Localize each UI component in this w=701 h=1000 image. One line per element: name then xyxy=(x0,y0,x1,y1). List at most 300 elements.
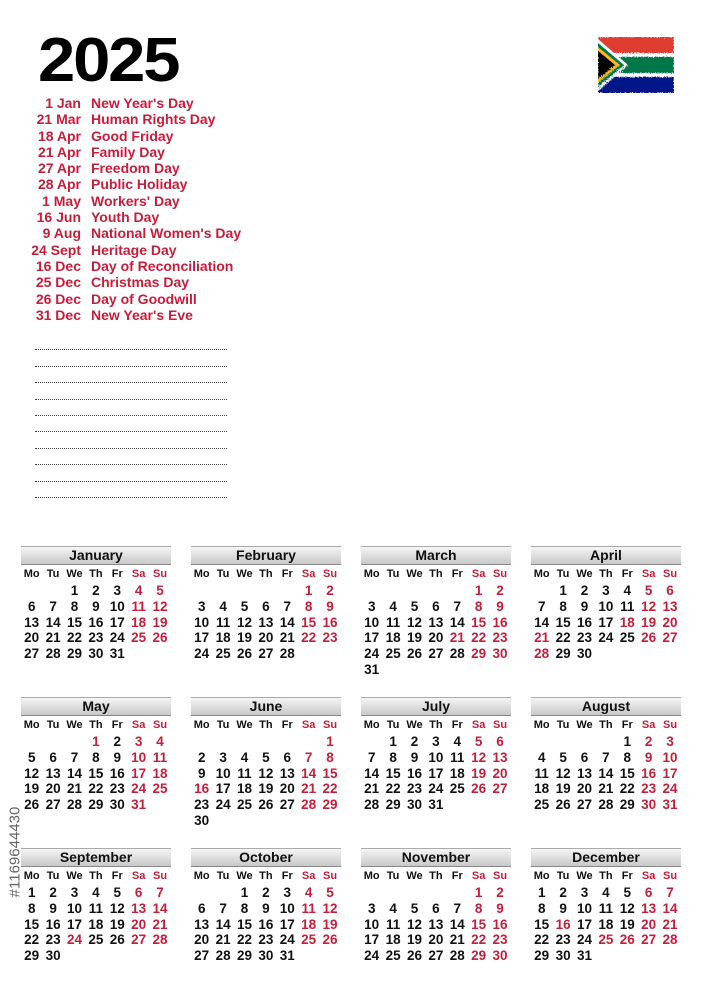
day-cell: 9 xyxy=(326,598,334,614)
week-row xyxy=(531,734,681,750)
day-cell: 6 xyxy=(134,885,143,900)
empty-cell xyxy=(447,583,468,599)
day-cell: 9 xyxy=(580,598,589,614)
day-cell: 31 xyxy=(576,948,592,964)
weekday-label: Mo xyxy=(363,719,380,731)
empty-cell xyxy=(42,583,63,599)
day-cell: 25 xyxy=(88,932,104,948)
empty-cell xyxy=(234,734,255,750)
weekday-label: Th xyxy=(89,568,103,580)
day-cell: 5 xyxy=(240,598,249,614)
day-cell: 15 xyxy=(24,916,40,932)
day-cell: 1 xyxy=(304,583,313,598)
day-cell: 10 xyxy=(66,900,82,916)
day-cell: 7 xyxy=(156,885,164,900)
week-row xyxy=(361,750,511,766)
holiday-row xyxy=(28,291,241,307)
weekday-header xyxy=(191,717,341,734)
weekday-label: Fr xyxy=(621,870,633,882)
day-cell: 10 xyxy=(428,749,444,765)
day-cell: 19 xyxy=(236,630,252,646)
weekday-label: We xyxy=(406,719,423,731)
day-cell: 17 xyxy=(364,630,380,646)
day-cell: 23 xyxy=(45,932,61,948)
day-cell: 28 xyxy=(279,646,295,662)
day-cell: 3 xyxy=(367,900,376,916)
day-cell: 16 xyxy=(406,765,422,781)
day-cell: 21 xyxy=(152,916,168,932)
holiday-row xyxy=(28,111,241,127)
day-cell: 17 xyxy=(598,614,614,630)
day-cell: 27 xyxy=(24,646,40,662)
day-cell: 2 xyxy=(496,885,504,900)
weekday-label: Mo xyxy=(363,870,380,882)
day-cell: 21 xyxy=(662,916,678,932)
day-cell: 4 xyxy=(537,749,546,765)
day-cell: 24 xyxy=(598,630,614,646)
day-cell: 4 xyxy=(602,885,610,900)
day-cell: 29 xyxy=(322,797,338,813)
day-cell: 12 xyxy=(109,900,125,916)
day-cell: 27 xyxy=(641,932,657,948)
day-cell: 20 xyxy=(641,916,657,932)
holiday-date: 27 Apr xyxy=(37,160,81,177)
day-cell: 2 xyxy=(262,885,270,900)
day-cell: 29 xyxy=(471,646,487,662)
day-cell: 30 xyxy=(45,948,61,964)
day-cell: 28 xyxy=(152,932,168,948)
empty-cell xyxy=(425,583,446,599)
weekday-label: Th xyxy=(599,719,613,731)
day-cell: 12 xyxy=(258,765,274,781)
weekday-header xyxy=(361,717,511,734)
week-row xyxy=(21,932,171,948)
day-cell: 18 xyxy=(215,630,231,646)
day-cell: 8 xyxy=(474,598,483,614)
day-cell: 14 xyxy=(215,916,231,932)
holiday-name: Youth Day xyxy=(91,209,160,226)
holiday-date: 21 Apr xyxy=(37,143,81,160)
day-cell: 12 xyxy=(471,749,487,765)
day-cell: 18 xyxy=(236,781,252,797)
weekday-label: Sa xyxy=(641,568,656,580)
month-april xyxy=(531,546,681,662)
holiday-row xyxy=(28,225,241,241)
weekday-label: Mo xyxy=(533,719,550,731)
day-cell: 29 xyxy=(534,948,550,964)
day-cell: 3 xyxy=(602,583,610,598)
holiday-name: Good Friday xyxy=(91,127,174,144)
weekday-label: Su xyxy=(323,568,338,580)
day-cell: 4 xyxy=(156,734,164,749)
day-cell: 1 xyxy=(389,734,397,749)
day-cell: 13 xyxy=(45,765,61,781)
week-row xyxy=(21,646,171,662)
day-cell: 16 xyxy=(194,781,210,797)
empty-cell xyxy=(255,583,276,599)
weekday-label: Th xyxy=(259,719,273,731)
day-cell: 19 xyxy=(109,916,125,932)
holiday-row xyxy=(28,160,241,176)
day-cell: 1 xyxy=(240,885,249,900)
weekday-label: Su xyxy=(663,719,678,731)
month-title: September xyxy=(21,848,171,867)
day-cell: 3 xyxy=(197,598,206,614)
day-cell: 6 xyxy=(49,749,57,765)
south-africa-flag-icon xyxy=(598,37,674,93)
week-row xyxy=(361,932,511,948)
day-cell: 18 xyxy=(301,916,317,932)
week-row xyxy=(191,813,341,829)
day-cell: 6 xyxy=(580,749,589,765)
day-cell: 5 xyxy=(474,734,483,749)
day-cell: 7 xyxy=(666,885,674,900)
empty-cell xyxy=(425,885,446,901)
day-cell: 2 xyxy=(644,734,653,749)
day-cell: 11 xyxy=(385,916,401,932)
day-cell: 24 xyxy=(576,932,592,948)
day-cell: 14 xyxy=(45,614,61,630)
day-cell: 26 xyxy=(471,781,487,797)
day-cell: 30 xyxy=(492,646,508,662)
year-title: 2025 xyxy=(38,26,179,95)
day-cell: 16 xyxy=(322,614,338,630)
day-cell: 17 xyxy=(215,781,231,797)
day-cell: 22 xyxy=(471,630,487,646)
week-row xyxy=(21,797,171,813)
empty-cell xyxy=(21,734,42,750)
day-cell: 31 xyxy=(364,661,380,677)
day-cell: 15 xyxy=(534,916,550,932)
day-cell: 27 xyxy=(576,797,592,813)
empty-cell xyxy=(191,885,212,901)
day-cell: 4 xyxy=(623,583,632,598)
day-cell: 27 xyxy=(279,797,295,813)
day-cell: 21 xyxy=(534,630,550,646)
weekday-header xyxy=(191,566,341,583)
weekday-label: We xyxy=(66,870,83,882)
holiday-row xyxy=(28,193,241,209)
weekday-label: Mo xyxy=(193,719,210,731)
week-row xyxy=(21,781,171,797)
day-cell: 25 xyxy=(619,630,635,646)
day-cell: 23 xyxy=(88,630,104,646)
holiday-name: National Women's Day xyxy=(91,225,242,242)
day-cell: 24 xyxy=(662,781,678,797)
week-row xyxy=(361,917,511,933)
day-cell: 3 xyxy=(367,598,376,614)
day-cell: 21 xyxy=(598,781,614,797)
day-cell: 3 xyxy=(113,583,122,598)
weekday-label: Th xyxy=(89,870,103,882)
day-cell: 19 xyxy=(555,781,571,797)
week-row xyxy=(531,917,681,933)
week-row xyxy=(191,797,341,813)
day-cell: 26 xyxy=(406,646,422,662)
day-cell: 4 xyxy=(453,734,462,749)
day-cell: 23 xyxy=(406,781,422,797)
empty-cell xyxy=(447,885,468,901)
day-cell: 28 xyxy=(449,948,465,964)
day-cell: 7 xyxy=(367,749,376,765)
day-cell: 25 xyxy=(215,646,231,662)
empty-cell xyxy=(191,583,212,599)
day-cell: 3 xyxy=(283,885,292,900)
day-cell: 25 xyxy=(385,948,401,964)
day-cell: 9 xyxy=(496,900,504,916)
day-cell: 31 xyxy=(131,797,147,813)
week-row xyxy=(531,766,681,782)
day-cell: 17 xyxy=(66,916,82,932)
empty-cell xyxy=(361,885,382,901)
day-cell: 13 xyxy=(576,765,592,781)
day-cell: 12 xyxy=(619,900,635,916)
day-cell: 2 xyxy=(580,583,589,598)
holiday-date: 16 Dec xyxy=(35,257,81,274)
weekday-label: Tu xyxy=(46,568,60,580)
day-cell: 20 xyxy=(576,781,592,797)
note-line xyxy=(35,416,227,432)
holiday-name: Workers' Day xyxy=(91,192,180,209)
day-cell: 28 xyxy=(449,646,465,662)
day-cell: 20 xyxy=(258,630,274,646)
day-cell: 7 xyxy=(453,598,462,614)
day-cell: 26 xyxy=(555,797,571,813)
day-cell: 14 xyxy=(279,614,295,630)
day-cell: 18 xyxy=(385,630,401,646)
day-cell: 1 xyxy=(559,583,567,598)
week-row xyxy=(531,948,681,964)
weekday-label: Su xyxy=(663,870,678,882)
holiday-name: Day of Reconciliation xyxy=(91,257,234,274)
holiday-date: 28 Apr xyxy=(37,176,81,193)
day-cell: 6 xyxy=(27,598,36,614)
holiday-row xyxy=(28,95,241,111)
day-cell: 11 xyxy=(598,900,613,916)
day-cell: 24 xyxy=(215,797,231,813)
notes-area xyxy=(35,334,227,498)
holiday-date: 1 May xyxy=(42,192,81,209)
day-cell: 18 xyxy=(152,765,168,781)
stock-id-watermark xyxy=(6,752,24,952)
month-september xyxy=(21,848,171,964)
weekday-label: Th xyxy=(259,568,273,580)
week-row xyxy=(21,766,171,782)
day-cell: 23 xyxy=(322,630,338,646)
week-row xyxy=(531,630,681,646)
day-cell: 21 xyxy=(279,630,295,646)
day-cell: 23 xyxy=(576,630,592,646)
day-cell: 3 xyxy=(134,734,143,749)
month-may xyxy=(21,697,171,813)
day-cell: 13 xyxy=(428,614,444,630)
day-cell: 25 xyxy=(598,932,614,948)
week-row xyxy=(21,750,171,766)
holiday-date: 26 Dec xyxy=(35,290,81,307)
weekday-header xyxy=(531,868,681,885)
month-title: February xyxy=(191,546,341,565)
holiday-date: 25 Dec xyxy=(35,274,81,291)
day-cell: 19 xyxy=(322,916,338,932)
day-cell: 13 xyxy=(258,614,274,630)
day-cell: 9 xyxy=(113,749,122,765)
day-cell: 5 xyxy=(326,885,334,900)
day-cell: 4 xyxy=(219,598,227,614)
empty-cell xyxy=(404,583,425,599)
day-cell: 15 xyxy=(385,765,401,781)
day-cell: 22 xyxy=(301,630,317,646)
day-cell: 27 xyxy=(131,932,147,948)
weekday-header xyxy=(531,717,681,734)
day-cell: 28 xyxy=(598,797,614,813)
day-cell: 22 xyxy=(88,781,104,797)
day-cell: 25 xyxy=(131,630,147,646)
day-cell: 21 xyxy=(215,932,231,948)
day-cell: 19 xyxy=(24,781,40,797)
day-cell: 29 xyxy=(24,948,40,964)
day-cell: 30 xyxy=(406,797,422,813)
holiday-row xyxy=(28,242,241,258)
day-cell: 2 xyxy=(92,583,100,598)
day-cell: 25 xyxy=(385,646,401,662)
weekday-label: Mo xyxy=(23,568,40,580)
weekday-label: Sa xyxy=(301,870,316,882)
day-cell: 15 xyxy=(66,614,82,630)
note-line xyxy=(35,482,227,498)
holiday-date: 16 Jun xyxy=(36,209,81,226)
day-cell: 3 xyxy=(70,885,79,900)
day-cell: 18 xyxy=(449,765,465,781)
day-cell: 15 xyxy=(301,614,317,630)
holiday-date: 1 Jan xyxy=(45,95,81,111)
day-cell: 30 xyxy=(194,812,210,828)
month-june xyxy=(191,697,341,829)
day-cell: 16 xyxy=(492,916,508,932)
holiday-row xyxy=(28,144,241,160)
day-cell: 3 xyxy=(666,734,674,749)
weekday-label: Sa xyxy=(471,870,486,882)
day-cell: 15 xyxy=(619,765,635,781)
day-cell: 27 xyxy=(258,646,274,662)
day-cell: 12 xyxy=(152,598,168,614)
holiday-name: Human Rights Day xyxy=(91,111,216,128)
week-row xyxy=(361,781,511,797)
weekday-label: Su xyxy=(493,568,508,580)
day-cell: 1 xyxy=(537,885,546,900)
month-title: November xyxy=(361,848,511,867)
weekday-label: Fr xyxy=(451,568,463,580)
day-cell: 10 xyxy=(279,900,295,916)
weekday-label: Mo xyxy=(533,568,550,580)
day-cell: 24 xyxy=(66,932,82,948)
day-cell: 11 xyxy=(450,749,465,765)
day-cell: 11 xyxy=(88,900,103,916)
day-cell: 18 xyxy=(131,614,147,630)
day-cell: 5 xyxy=(644,583,653,598)
day-cell: 24 xyxy=(279,932,295,948)
day-cell: 23 xyxy=(492,630,508,646)
day-cell: 14 xyxy=(449,916,465,932)
empty-cell xyxy=(212,734,233,750)
day-cell: 20 xyxy=(24,630,40,646)
day-cell: 23 xyxy=(258,932,274,948)
day-cell: 29 xyxy=(385,797,401,813)
day-cell: 14 xyxy=(66,765,82,781)
weekday-label: Mo xyxy=(533,870,550,882)
weekday-label: Mo xyxy=(23,870,40,882)
weekday-header xyxy=(21,717,171,734)
day-cell: 3 xyxy=(219,749,227,765)
day-cell: 8 xyxy=(240,900,249,916)
month-august xyxy=(531,697,681,813)
day-cell: 12 xyxy=(322,900,338,916)
weekday-label: Sa xyxy=(471,568,486,580)
month-july xyxy=(361,697,511,813)
empty-cell xyxy=(255,734,276,750)
day-cell: 1 xyxy=(326,734,334,749)
day-cell: 5 xyxy=(156,583,164,598)
day-cell: 14 xyxy=(152,900,168,916)
day-cell: 22 xyxy=(236,932,252,948)
day-cell: 9 xyxy=(92,598,100,614)
weekday-label: Su xyxy=(323,870,338,882)
day-cell: 29 xyxy=(88,797,104,813)
month-december xyxy=(531,848,681,964)
day-cell: 15 xyxy=(322,765,338,781)
week-row xyxy=(191,766,341,782)
weekday-label: Su xyxy=(153,870,168,882)
weekday-label: Tu xyxy=(216,719,230,731)
day-cell: 7 xyxy=(219,900,227,916)
weekday-label: Fr xyxy=(621,719,633,731)
day-cell: 29 xyxy=(236,948,252,964)
day-cell: 21 xyxy=(66,781,82,797)
day-cell: 8 xyxy=(326,749,334,765)
day-cell: 19 xyxy=(471,765,487,781)
day-cell: 2 xyxy=(326,583,334,598)
holiday-name: New Year's Eve xyxy=(91,306,193,323)
day-cell: 13 xyxy=(662,598,678,614)
day-cell: 17 xyxy=(428,765,444,781)
day-cell: 19 xyxy=(258,781,274,797)
day-cell: 13 xyxy=(428,916,444,932)
weekday-label: Fr xyxy=(281,719,293,731)
day-cell: 28 xyxy=(364,797,380,813)
day-cell: 6 xyxy=(644,885,653,900)
day-cell: 6 xyxy=(262,598,270,614)
day-cell: 25 xyxy=(301,932,317,948)
weekday-label: Fr xyxy=(621,568,633,580)
day-cell: 23 xyxy=(194,797,210,813)
day-cell: 9 xyxy=(262,900,270,916)
day-cell: 17 xyxy=(131,765,147,781)
month-january xyxy=(21,546,171,662)
week-row xyxy=(531,932,681,948)
day-cell: 7 xyxy=(49,598,57,614)
week-row xyxy=(21,599,171,615)
empty-cell xyxy=(298,734,319,750)
week-row xyxy=(531,615,681,631)
day-cell: 11 xyxy=(534,765,549,781)
day-cell: 16 xyxy=(45,916,61,932)
day-cell: 20 xyxy=(131,916,147,932)
day-cell: 10 xyxy=(576,900,592,916)
day-cell: 17 xyxy=(662,765,678,781)
weekday-label: Th xyxy=(429,870,443,882)
day-cell: 12 xyxy=(236,614,252,630)
holiday-row xyxy=(28,176,241,192)
note-line xyxy=(35,383,227,399)
